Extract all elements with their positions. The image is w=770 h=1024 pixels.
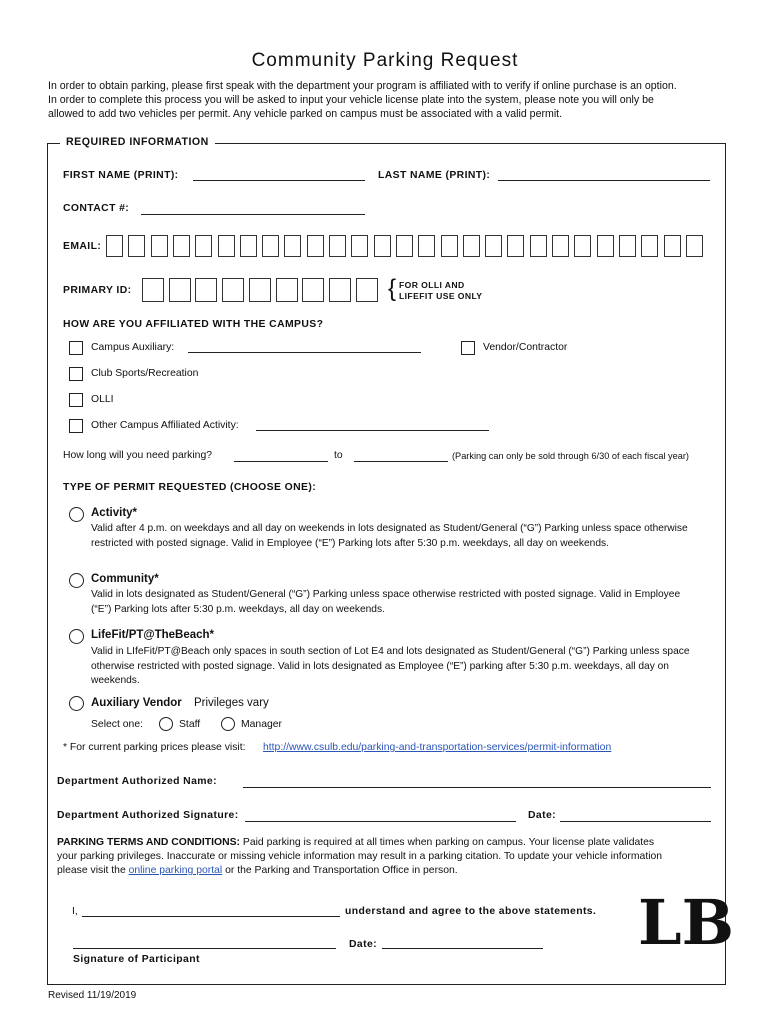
activity-radio[interactable]	[69, 507, 84, 522]
email-char-box[interactable]	[240, 235, 257, 257]
email-char-box[interactable]	[597, 235, 614, 257]
email-char-box[interactable]	[173, 235, 190, 257]
community-permit-desc: Valid in lots designated as Student/General (“G”) Parking unless space otherwise restricted with posted signage. Valid in Employee (“E”) Parking lots after 5:30 p.m. weekdays, all day on weekends.	[91, 589, 681, 615]
community-permit-name: Community*	[91, 573, 159, 585]
auxiliary-vendor-radio[interactable]	[69, 696, 84, 711]
terms-line-1	[57, 837, 654, 848]
email-char-box[interactable]	[262, 235, 279, 257]
email-char-box[interactable]	[664, 235, 681, 257]
duration-end-field[interactable]	[354, 461, 448, 462]
duration-start-field[interactable]	[234, 461, 328, 462]
auxiliary-vendor-name: Auxiliary Vendor	[91, 697, 182, 709]
email-char-box[interactable]	[374, 235, 391, 257]
email-char-box[interactable]	[530, 235, 547, 257]
campus-auxiliary-checkbox[interactable]	[69, 341, 83, 355]
staff-label: Staff	[179, 719, 201, 730]
other-activity-label: Other Campus Affiliated Activity:	[91, 420, 239, 431]
email-char-box[interactable]	[619, 235, 636, 257]
dept-signature-field[interactable]	[245, 821, 516, 822]
terms-line-3-post: or the Parking and Transportation Office in person.	[225, 865, 458, 876]
email-char-box[interactable]	[151, 235, 168, 257]
primary-id-char-box[interactable]	[142, 278, 164, 302]
permit-heading: TYPE OF PERMIT REQUESTED (CHOOSE ONE):	[63, 482, 317, 493]
terms-line-1-text: Paid parking is required at all times when parking on campus. Your license plate validates	[242, 837, 655, 848]
other-activity-field[interactable]	[256, 430, 489, 431]
brace-icon: {	[388, 275, 397, 302]
lifefit-permit-name: LifeFit/PT@TheBeach*	[91, 629, 215, 641]
email-char-box[interactable]	[284, 235, 301, 257]
primary-id-char-box[interactable]	[302, 278, 324, 302]
intro-line-2: In order to complete this process you will be asked to input your vehicle license plate into the system, please note you will only be	[48, 94, 654, 106]
participant-date-label: Date:	[349, 939, 377, 950]
primary-id-char-box[interactable]	[276, 278, 298, 302]
revised-date: Revised 11/19/2019	[48, 990, 137, 1001]
participant-date-field[interactable]	[382, 948, 543, 949]
email-char-box[interactable]	[106, 235, 123, 257]
lifefit-permit-desc: Valid in LIfeFit/PT@Beach only spaces in south section of Lot E4 and lots designated as Student/General (“G”) Parking unless space otherwise restricted with posted signage. Valid in lots designated as Employee (“E”) parking after 5:30 p.m. weekdays, all day on weekends.	[91, 646, 690, 686]
campus-auxiliary-label: Campus Auxiliary:	[91, 342, 175, 353]
club-sports-checkbox[interactable]	[69, 367, 83, 381]
olli-label: OLLI	[91, 394, 114, 405]
email-char-box[interactable]	[195, 235, 212, 257]
participant-signature-field[interactable]	[73, 948, 336, 949]
affiliation-question: HOW ARE YOU AFFILIATED WITH THE CAMPUS?	[63, 319, 324, 330]
dept-date-field[interactable]	[560, 821, 711, 822]
activity-permit-name: Activity*	[91, 507, 138, 519]
email-char-box[interactable]	[507, 235, 524, 257]
olli-checkbox[interactable]	[69, 393, 83, 407]
duration-question: How long will you need parking?	[63, 450, 213, 461]
email-char-box[interactable]	[686, 235, 703, 257]
primary-id-label: PRIMARY ID:	[63, 285, 132, 296]
dept-signature-label: Department Authorized Signature:	[57, 810, 239, 821]
email-char-box[interactable]	[128, 235, 145, 257]
contact-label: CONTACT #:	[63, 203, 130, 214]
primary-id-note-2: LIFEFIT USE ONLY	[399, 291, 483, 301]
online-parking-portal-link[interactable]: online parking portal	[128, 865, 223, 876]
primary-id-char-box[interactable]	[169, 278, 191, 302]
lifefit-radio[interactable]	[69, 629, 84, 644]
duration-note: (Parking can only be sold through 6/30 of each fiscal year)	[452, 451, 689, 461]
contact-field[interactable]	[141, 214, 365, 215]
auxiliary-vendor-suffix: Privileges vary	[194, 697, 269, 709]
intro-line-3: allowed to add two vehicles per permit. Any vehicle parked on campus must be associated with a valid permit.	[48, 108, 563, 120]
primary-id-char-box[interactable]	[222, 278, 244, 302]
terms-line-3-pre: please visit the	[57, 865, 126, 876]
last-name-label: LAST NAME (PRINT):	[378, 170, 491, 181]
email-label: EMAIL:	[63, 241, 102, 252]
activity-permit-desc: Valid after 4 p.m. on weekdays and all day on weekends in lots designated as Student/General (“G”) Parking unless space otherwise restricted with posted signage. Valid in Employee (“E”) Parking lots after 5:30 p.m. weekdays, all day on weekends.	[91, 523, 688, 549]
email-char-box[interactable]	[351, 235, 368, 257]
terms-line-2: your parking privileges. Inaccurate or missing vehicle information may result in a parking citation. To update your vehicle information	[57, 851, 663, 862]
dept-date-label: Date:	[528, 810, 556, 821]
terms-line-3	[57, 865, 458, 876]
club-sports-label: Club Sports/Recreation	[91, 368, 199, 379]
manager-radio[interactable]	[221, 717, 235, 731]
participant-signature-label: Signature of Participant	[73, 954, 200, 965]
participant-name-field[interactable]	[82, 916, 340, 917]
duration-to-label: to	[334, 450, 343, 461]
lb-logo-text: LB	[638, 886, 734, 959]
email-char-box[interactable]	[552, 235, 569, 257]
primary-id-char-box[interactable]	[356, 278, 378, 302]
page-title: Community Parking Request	[251, 50, 519, 71]
email-char-box[interactable]	[418, 235, 435, 257]
email-char-box[interactable]	[218, 235, 235, 257]
first-name-field[interactable]	[193, 180, 365, 181]
dept-name-field[interactable]	[243, 787, 711, 788]
first-name-label: FIRST NAME (PRINT):	[63, 170, 179, 181]
agree-statement: understand and agree to the above statements.	[345, 906, 597, 917]
manager-label: Manager	[241, 719, 283, 730]
community-radio[interactable]	[69, 573, 84, 588]
email-char-box[interactable]	[485, 235, 502, 257]
staff-radio[interactable]	[159, 717, 173, 731]
lb-logo	[638, 886, 734, 960]
prices-link[interactable]: http://www.csulb.edu/parking-and-transportation-services/permit-information	[263, 742, 612, 753]
email-char-box[interactable]	[641, 235, 658, 257]
email-char-box[interactable]	[307, 235, 324, 257]
vendor-contractor-label: Vendor/Contractor	[483, 342, 568, 353]
agree-i-label: I,	[72, 906, 78, 917]
last-name-field[interactable]	[498, 180, 710, 181]
other-activity-checkbox[interactable]	[69, 419, 83, 433]
email-char-box[interactable]	[441, 235, 458, 257]
terms-heading: PARKING TERMS AND CONDITIONS:	[57, 837, 240, 848]
primary-id-char-box[interactable]	[195, 278, 217, 302]
intro-line-1: In order to obtain parking, please first speak with the department your program is affiliated with to verify if online purchase is an option.	[48, 80, 677, 92]
vendor-contractor-checkbox[interactable]	[461, 341, 475, 355]
campus-auxiliary-field[interactable]	[188, 352, 421, 353]
email-char-box[interactable]	[463, 235, 480, 257]
prices-note: * For current parking prices please visit:	[63, 742, 246, 753]
required-info-legend: REQUIRED INFORMATION	[60, 136, 215, 148]
primary-id-note-1: FOR OLLI AND	[399, 280, 465, 290]
primary-id-char-box[interactable]	[249, 278, 271, 302]
email-char-box[interactable]	[574, 235, 591, 257]
email-char-box[interactable]	[329, 235, 346, 257]
select-one-label: Select one:	[91, 719, 143, 730]
dept-name-label: Department Authorized Name:	[57, 776, 217, 787]
primary-id-char-box[interactable]	[329, 278, 351, 302]
email-char-box[interactable]	[396, 235, 413, 257]
